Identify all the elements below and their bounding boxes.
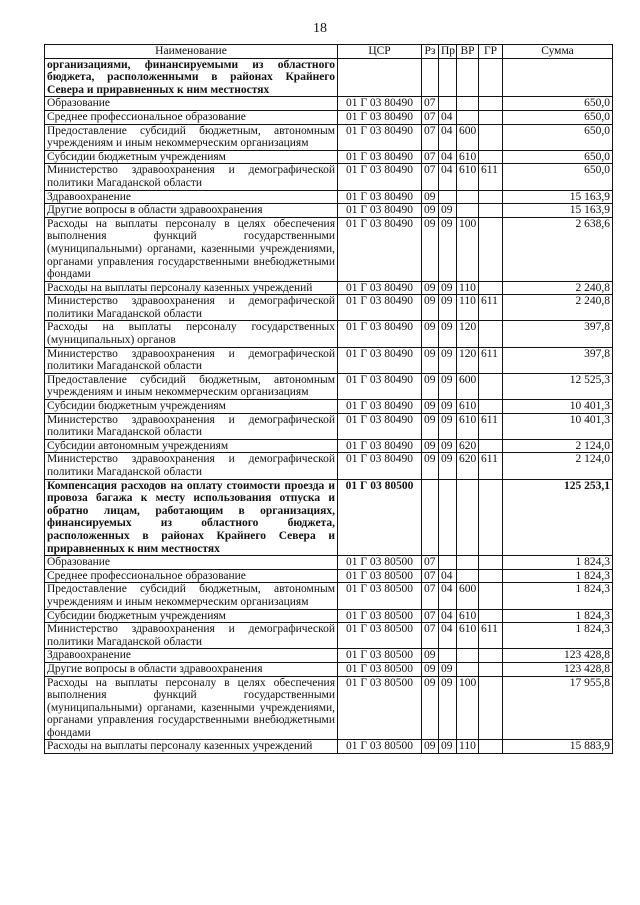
cell-rz: 07 [422, 623, 439, 649]
table-row [45, 583, 613, 609]
cell-pr: 09 [439, 662, 457, 676]
cell-sum: 1 824,3 [503, 569, 613, 583]
cell-rz: 07 [422, 124, 439, 150]
cell-rz: 09 [422, 204, 439, 218]
cell-name: Среднее профессиональное образование [45, 569, 338, 583]
cell-csr: 01 Г 03 80500 [338, 662, 422, 676]
cell-gr [479, 400, 503, 414]
cell-name: Министерство здравоохранения и демографической политики Магаданской области [45, 164, 338, 190]
table-row [45, 662, 613, 676]
cell-vr [457, 58, 479, 97]
cell-sum: 650,0 [503, 97, 613, 111]
cell-vr: 610 [457, 413, 479, 439]
cell-csr: 01 Г 03 80500 [338, 740, 422, 754]
cell-gr [479, 217, 503, 281]
cell-sum: 125 253,1 [503, 479, 613, 556]
cell-vr: 110 [457, 281, 479, 295]
cell-pr: 09 [439, 295, 457, 321]
table-row [45, 217, 613, 281]
cell-name: Министерство здравоохранения и демографической политики Магаданской области [45, 413, 338, 439]
cell-pr [439, 556, 457, 570]
cell-gr: 611 [479, 347, 503, 373]
cell-vr: 610 [457, 609, 479, 623]
cell-vr [457, 190, 479, 204]
table-row [45, 556, 613, 570]
cell-vr: 100 [457, 676, 479, 740]
cell-pr: 09 [439, 400, 457, 414]
table-row [45, 164, 613, 190]
cell-gr [479, 321, 503, 347]
cell-rz: 09 [422, 217, 439, 281]
cell-name: Образование [45, 556, 338, 570]
cell-gr: 611 [479, 413, 503, 439]
cell-sum: 15 163,9 [503, 204, 613, 218]
cell-rz: 07 [422, 583, 439, 609]
cell-gr [479, 479, 503, 556]
cell-gr: 611 [479, 164, 503, 190]
cell-csr: 01 Г 03 80500 [338, 676, 422, 740]
cell-vr [457, 649, 479, 663]
cell-pr [439, 58, 457, 97]
column-header-rz: Рз [422, 45, 439, 59]
table-row [45, 110, 613, 124]
cell-gr [479, 676, 503, 740]
cell-vr [457, 97, 479, 111]
cell-name: Министерство здравоохранения и демографической политики Магаданской области [45, 295, 338, 321]
cell-csr: 01 Г 03 80490 [338, 217, 422, 281]
cell-pr: 09 [439, 373, 457, 399]
cell-sum: 10 401,3 [503, 400, 613, 414]
cell-sum: 650,0 [503, 124, 613, 150]
cell-gr [479, 662, 503, 676]
cell-gr [479, 569, 503, 583]
cell-csr: 01 Г 03 80490 [338, 150, 422, 164]
cell-sum: 650,0 [503, 150, 613, 164]
cell-sum: 650,0 [503, 164, 613, 190]
cell-gr [479, 281, 503, 295]
cell-csr: 01 Г 03 80490 [338, 400, 422, 414]
cell-sum: 2 124,0 [503, 439, 613, 453]
cell-gr: 611 [479, 453, 503, 479]
cell-name: Образование [45, 97, 338, 111]
cell-csr: 01 Г 03 80490 [338, 110, 422, 124]
cell-csr: 01 Г 03 80500 [338, 569, 422, 583]
cell-gr [479, 556, 503, 570]
table-row [45, 569, 613, 583]
cell-vr [457, 662, 479, 676]
cell-sum: 1 824,3 [503, 583, 613, 609]
cell-pr: 04 [439, 164, 457, 190]
cell-pr [439, 479, 457, 556]
cell-name: Здравоохранение [45, 649, 338, 663]
cell-gr [479, 190, 503, 204]
column-header-sum: Сумма [503, 45, 613, 59]
cell-csr: 01 Г 03 80500 [338, 623, 422, 649]
table-body [45, 58, 613, 753]
cell-pr: 09 [439, 439, 457, 453]
cell-name: Другие вопросы в области здравоохранения [45, 204, 338, 218]
cell-csr [338, 58, 422, 97]
cell-gr [479, 740, 503, 754]
table-row [45, 281, 613, 295]
table-row [45, 649, 613, 663]
column-header-vr: ВР [457, 45, 479, 59]
table-row [45, 97, 613, 111]
cell-pr: 04 [439, 569, 457, 583]
cell-pr: 09 [439, 676, 457, 740]
table-row [45, 204, 613, 218]
cell-name: Предоставление субсидий бюджетным, автономным учреждениям и иным некоммерческим организациям [45, 583, 338, 609]
cell-csr: 01 Г 03 80490 [338, 413, 422, 439]
table-row [45, 676, 613, 740]
table-row [45, 295, 613, 321]
cell-gr [479, 583, 503, 609]
cell-vr: 610 [457, 400, 479, 414]
cell-sum [503, 58, 613, 97]
cell-name: Здравоохранение [45, 190, 338, 204]
cell-name: Среднее профессиональное образование [45, 110, 338, 124]
cell-pr [439, 649, 457, 663]
cell-csr: 01 Г 03 80490 [338, 124, 422, 150]
cell-rz: 07 [422, 97, 439, 111]
cell-gr [479, 373, 503, 399]
cell-csr: 01 Г 03 80500 [338, 583, 422, 609]
cell-gr: 611 [479, 295, 503, 321]
cell-csr: 01 Г 03 80490 [338, 204, 422, 218]
cell-name: Расходы на выплаты персоналу казенных учреждений [45, 281, 338, 295]
cell-csr: 01 Г 03 80490 [338, 453, 422, 479]
cell-sum: 10 401,3 [503, 413, 613, 439]
cell-sum: 123 428,8 [503, 649, 613, 663]
cell-name: Другие вопросы в области здравоохранения [45, 662, 338, 676]
cell-pr: 09 [439, 740, 457, 754]
cell-vr [457, 479, 479, 556]
cell-rz: 09 [422, 662, 439, 676]
cell-gr [479, 124, 503, 150]
cell-sum: 397,8 [503, 347, 613, 373]
column-header-name: Наименование [45, 45, 338, 59]
cell-gr [479, 609, 503, 623]
cell-name: Расходы на выплаты персоналу государственных (муниципальных) органов [45, 321, 338, 347]
table-row [45, 609, 613, 623]
cell-csr: 01 Г 03 80490 [338, 281, 422, 295]
column-header-csr: ЦСР [338, 45, 422, 59]
cell-pr: 09 [439, 321, 457, 347]
cell-name: Министерство здравоохранения и демографической политики Магаданской области [45, 453, 338, 479]
cell-vr: 620 [457, 439, 479, 453]
cell-sum: 1 824,3 [503, 609, 613, 623]
cell-csr: 01 Г 03 80490 [338, 321, 422, 347]
cell-name: Министерство здравоохранения и демографической политики Магаданской области [45, 623, 338, 649]
cell-rz: 09 [422, 347, 439, 373]
cell-pr: 04 [439, 124, 457, 150]
cell-sum: 2 638,6 [503, 217, 613, 281]
cell-pr: 09 [439, 281, 457, 295]
cell-vr: 120 [457, 347, 479, 373]
page-number: 18 [313, 21, 327, 36]
cell-rz: 07 [422, 110, 439, 124]
cell-csr: 01 Г 03 80490 [338, 347, 422, 373]
cell-pr [439, 190, 457, 204]
cell-pr: 04 [439, 583, 457, 609]
cell-csr: 01 Г 03 80490 [338, 97, 422, 111]
cell-pr [439, 97, 457, 111]
table-row [45, 124, 613, 150]
cell-rz: 09 [422, 676, 439, 740]
cell-gr [479, 97, 503, 111]
cell-pr: 04 [439, 609, 457, 623]
cell-vr [457, 110, 479, 124]
cell-rz: 09 [422, 413, 439, 439]
table-row [45, 740, 613, 754]
cell-csr: 01 Г 03 80490 [338, 190, 422, 204]
cell-rz: 09 [422, 321, 439, 347]
cell-rz: 07 [422, 164, 439, 190]
cell-vr: 610 [457, 150, 479, 164]
cell-csr: 01 Г 03 80500 [338, 649, 422, 663]
cell-sum: 2 124,0 [503, 453, 613, 479]
column-header-pr: Пр [439, 45, 457, 59]
table-row [45, 190, 613, 204]
cell-vr: 100 [457, 217, 479, 281]
cell-name: Субсидии бюджетным учреждениям [45, 609, 338, 623]
cell-sum: 2 240,8 [503, 281, 613, 295]
cell-csr: 01 Г 03 80500 [338, 556, 422, 570]
cell-rz: 07 [422, 609, 439, 623]
cell-sum: 650,0 [503, 110, 613, 124]
table-row [45, 623, 613, 649]
cell-sum: 12 525,3 [503, 373, 613, 399]
cell-rz: 07 [422, 569, 439, 583]
cell-pr: 09 [439, 204, 457, 218]
table-row [45, 373, 613, 399]
cell-gr [479, 649, 503, 663]
cell-gr [479, 58, 503, 97]
cell-vr [457, 204, 479, 218]
cell-sum: 2 240,8 [503, 295, 613, 321]
cell-sum: 15 163,9 [503, 190, 613, 204]
cell-rz: 09 [422, 740, 439, 754]
cell-name: Компенсация расходов на оплату стоимости проезда и провоза багажа к месту использования отпуска и обратно лицам, работающим в организациях, финансируемых из областного бюджета, расположенных в районах Крайнего Севера и приравненных к ним местностях [45, 479, 338, 556]
cell-name: Предоставление субсидий бюджетным, автономным учреждениям и иным некоммерческим организациям [45, 373, 338, 399]
cell-sum: 397,8 [503, 321, 613, 347]
cell-pr: 09 [439, 217, 457, 281]
cell-name: Расходы на выплаты персоналу в целях обеспечения выполнения функций государственными (муниципальными) органами, казенными учреждениями, органами управления государственными внебюджетными фондами [45, 676, 338, 740]
cell-rz: 09 [422, 281, 439, 295]
cell-csr: 01 Г 03 80490 [338, 439, 422, 453]
budget-table [44, 44, 613, 754]
cell-gr [479, 439, 503, 453]
cell-vr [457, 556, 479, 570]
cell-rz [422, 58, 439, 97]
cell-vr: 600 [457, 373, 479, 399]
cell-pr: 09 [439, 347, 457, 373]
cell-rz [422, 479, 439, 556]
table-row [45, 479, 613, 556]
cell-csr: 01 Г 03 80490 [338, 295, 422, 321]
cell-csr: 01 Г 03 80500 [338, 479, 422, 556]
cell-rz: 07 [422, 150, 439, 164]
table-header-row [45, 45, 613, 59]
cell-name: Субсидии бюджетным учреждениям [45, 150, 338, 164]
cell-sum: 17 955,8 [503, 676, 613, 740]
table-row [45, 439, 613, 453]
table-row [45, 400, 613, 414]
table-row [45, 321, 613, 347]
cell-rz: 09 [422, 439, 439, 453]
cell-rz: 07 [422, 556, 439, 570]
cell-vr [457, 569, 479, 583]
table-row [45, 413, 613, 439]
cell-gr [479, 110, 503, 124]
cell-rz: 09 [422, 453, 439, 479]
cell-vr: 110 [457, 295, 479, 321]
cell-vr: 610 [457, 623, 479, 649]
cell-name: Расходы на выплаты персоналу казенных учреждений [45, 740, 338, 754]
table-row [45, 150, 613, 164]
cell-vr: 610 [457, 164, 479, 190]
cell-pr: 09 [439, 453, 457, 479]
table-row [45, 58, 613, 97]
cell-vr: 620 [457, 453, 479, 479]
cell-pr: 04 [439, 150, 457, 164]
cell-csr: 01 Г 03 80490 [338, 164, 422, 190]
cell-name: Министерство здравоохранения и демографической политики Магаданской области [45, 347, 338, 373]
cell-pr: 04 [439, 110, 457, 124]
column-header-gr: ГР [479, 45, 503, 59]
cell-pr: 09 [439, 413, 457, 439]
cell-pr: 04 [439, 623, 457, 649]
cell-name: Расходы на выплаты персоналу в целях обеспечения выполнения функций государственными (муниципальными) органами, казенными учреждениями, органами управления государственными внебюджетными фондами [45, 217, 338, 281]
table-row [45, 453, 613, 479]
cell-sum: 1 824,3 [503, 623, 613, 649]
cell-name: Предоставление субсидий бюджетным, автономным учреждениям и иным некоммерческим организациям [45, 124, 338, 150]
cell-csr: 01 Г 03 80500 [338, 609, 422, 623]
cell-rz: 09 [422, 190, 439, 204]
cell-gr: 611 [479, 623, 503, 649]
cell-vr: 600 [457, 583, 479, 609]
table-row [45, 347, 613, 373]
cell-sum: 123 428,8 [503, 662, 613, 676]
cell-name: Субсидии автономным учреждениям [45, 439, 338, 453]
cell-rz: 09 [422, 649, 439, 663]
cell-rz: 09 [422, 295, 439, 321]
cell-vr: 600 [457, 124, 479, 150]
cell-csr: 01 Г 03 80490 [338, 373, 422, 399]
cell-name: организациями, финансируемыми из областного бюджета, расположенными в районах Крайнего Севера и приравненных к ним местностях [45, 58, 338, 97]
cell-rz: 09 [422, 373, 439, 399]
cell-name: Субсидии бюджетным учреждениям [45, 400, 338, 414]
cell-gr [479, 204, 503, 218]
cell-vr: 110 [457, 740, 479, 754]
cell-sum: 15 883,9 [503, 740, 613, 754]
cell-sum: 1 824,3 [503, 556, 613, 570]
cell-vr: 120 [457, 321, 479, 347]
cell-gr [479, 150, 503, 164]
cell-rz: 09 [422, 400, 439, 414]
